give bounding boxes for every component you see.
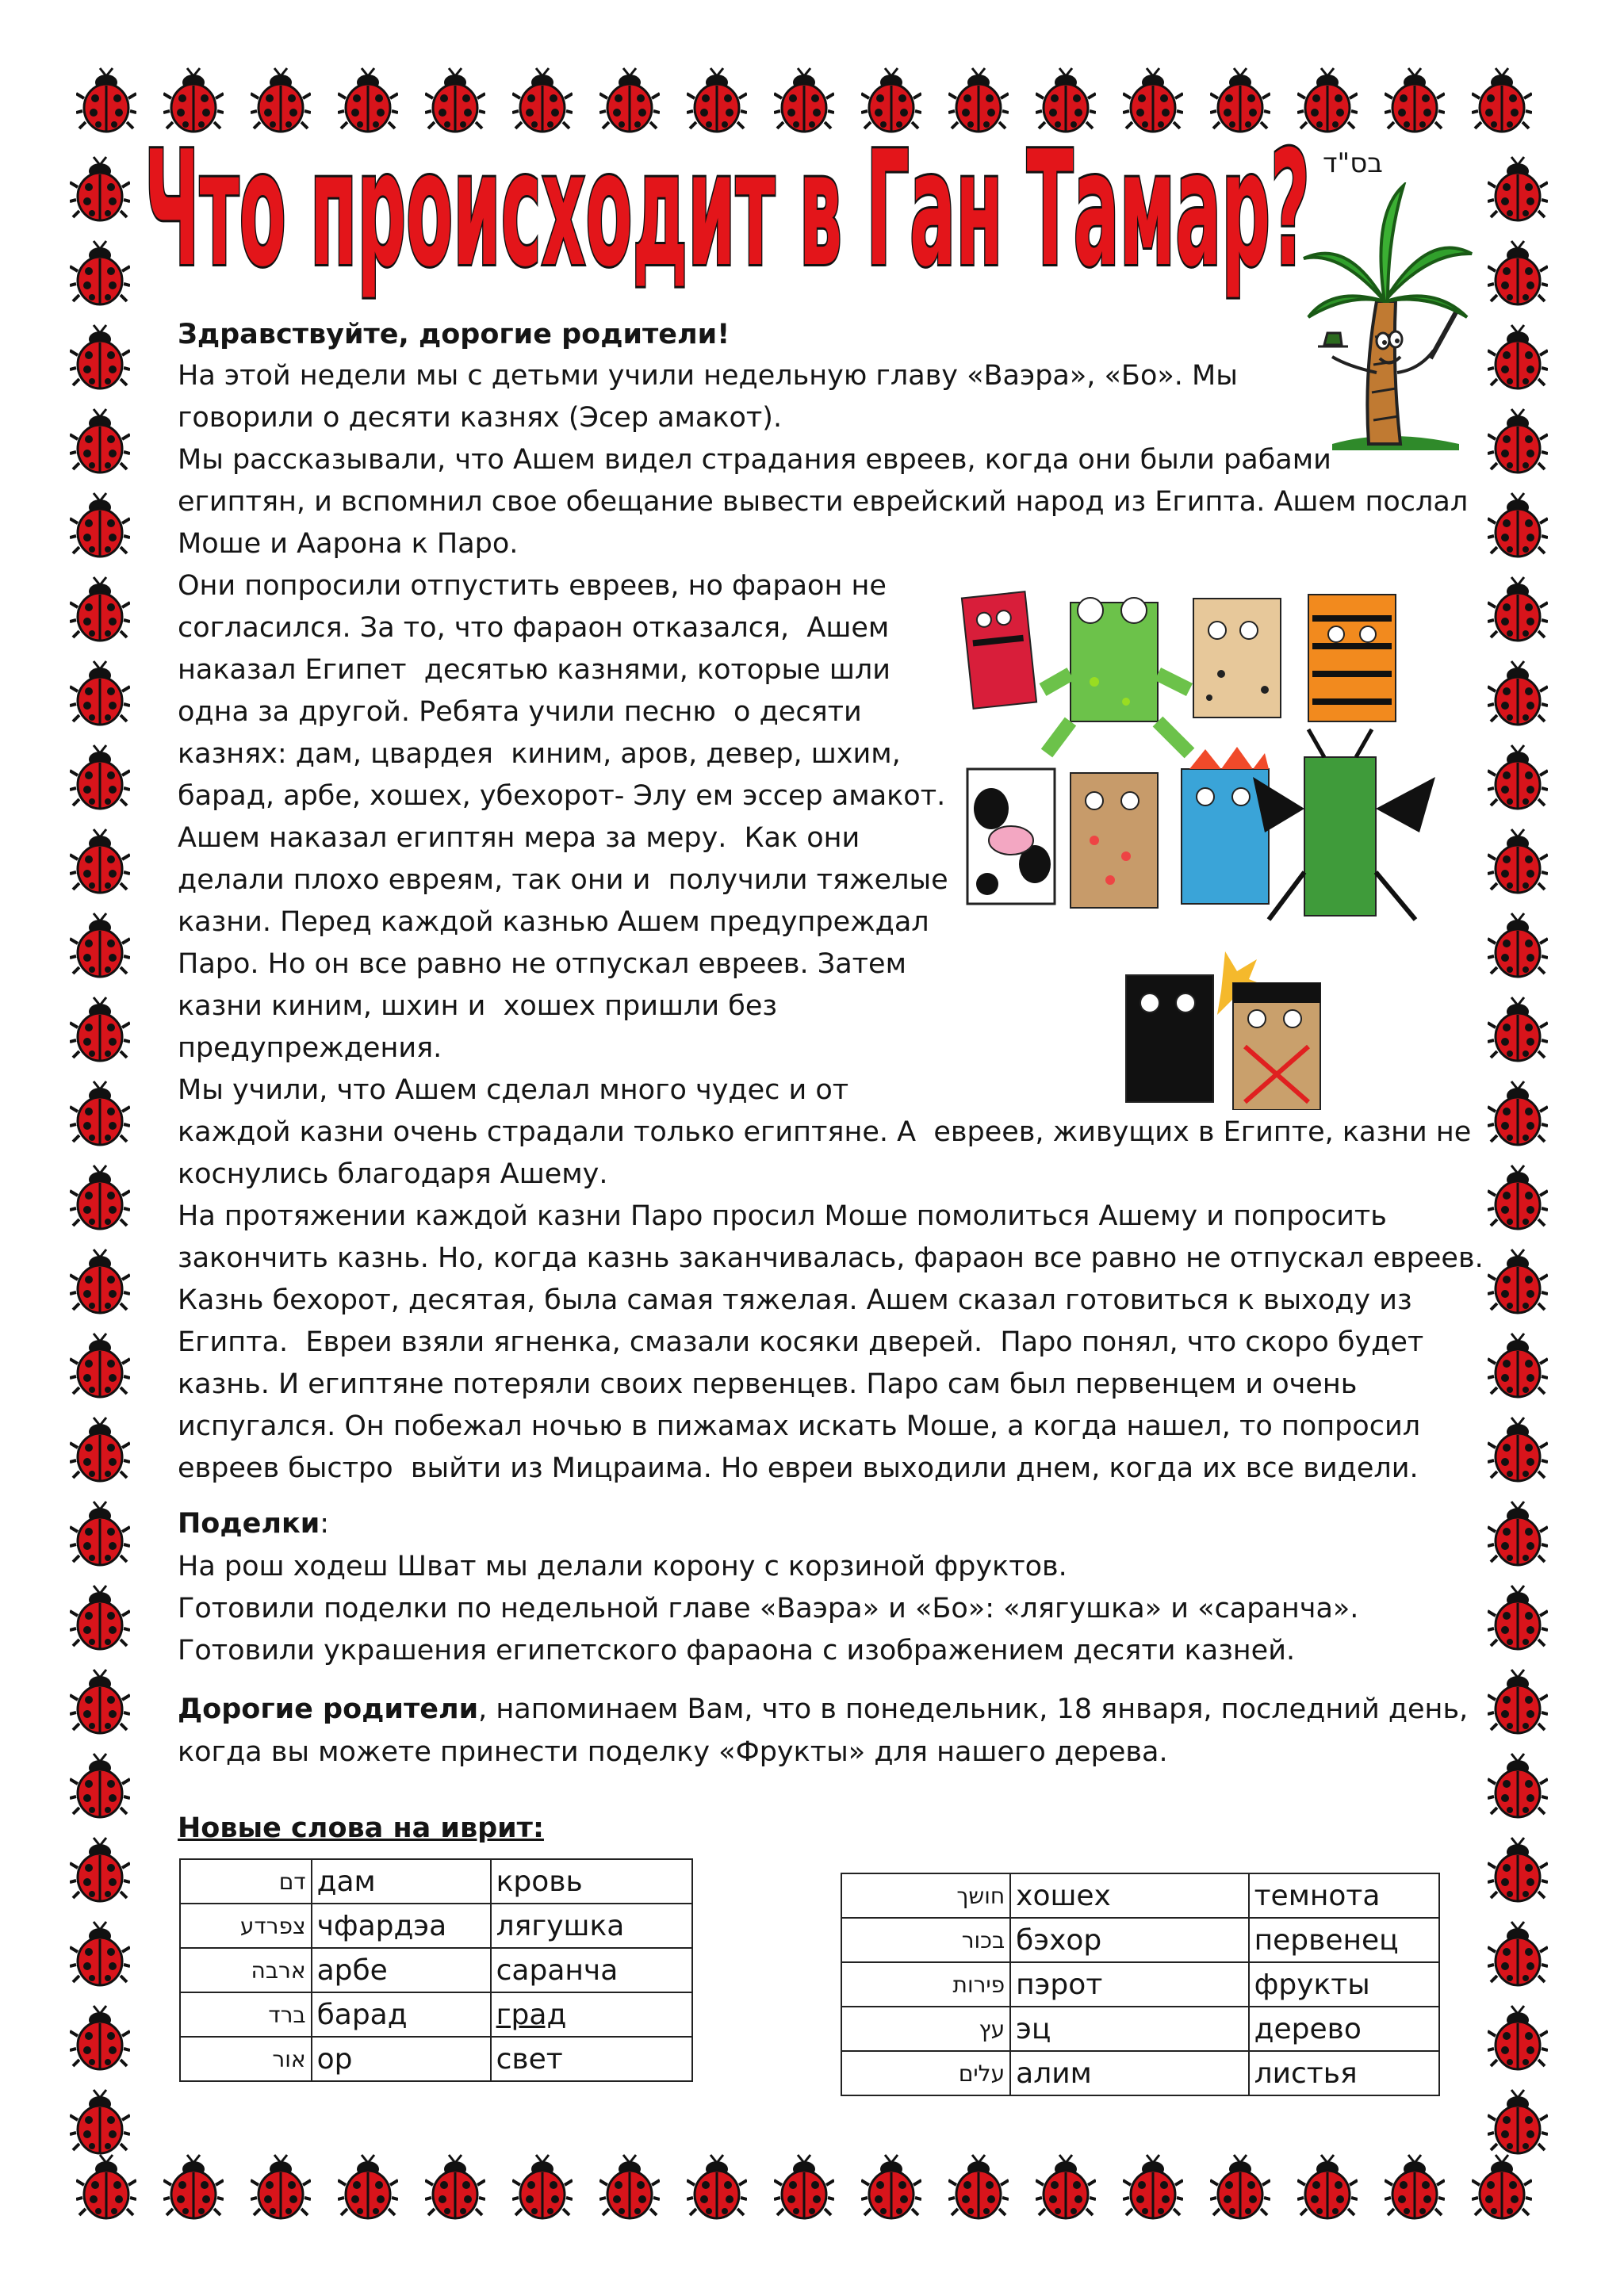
transliteration: эц — [1010, 2007, 1248, 2051]
hebrew-word: אור — [180, 2037, 312, 2081]
ladybug-icon — [70, 1668, 130, 1735]
translation: темнота — [1249, 1873, 1439, 1918]
ladybug-icon — [1488, 996, 1548, 1062]
letter-line: предупреждения. — [178, 1032, 442, 1064]
ladybug-icon — [1488, 2004, 1548, 2071]
page-title — [136, 94, 1318, 308]
letter-greeting: Здравствуйте, дорогие родители! — [178, 319, 730, 350]
hebrew-word: צפרדע — [180, 1904, 312, 1948]
ladybug-icon — [861, 2153, 921, 2220]
letter-line: делали плохо евреям, так они и получили тяжелые — [178, 864, 948, 896]
ladybug-icon — [1488, 1920, 1548, 1987]
letter-line: Паро. Но он все равно не отпускал евреев. Затем — [178, 948, 906, 980]
translation: град — [491, 1992, 692, 2037]
transliteration: ор — [312, 2037, 491, 2081]
letter-line: Ашем наказал египтян мера за меру. Как они — [178, 822, 860, 854]
crafts-heading: Поделки: — [178, 1508, 330, 1540]
notice-line-1: Дорогие родители, напоминаем Вам, что в понедельник, 18 января, последний день, — [178, 1693, 1469, 1725]
vocab-table-right — [841, 1873, 1440, 2096]
vocab-row — [180, 1948, 692, 1992]
ladybug-icon — [70, 1248, 130, 1314]
ladybug-icon — [338, 2153, 398, 2220]
ladybug-icon — [70, 744, 130, 810]
translation: первенец — [1249, 1918, 1439, 1962]
letter-line: Они попросили отпустить евреев, но фараон не — [178, 570, 887, 602]
ladybug-icon — [1488, 828, 1548, 894]
letter-line: согласился. За то, что фараон отказался, Ашем — [178, 612, 890, 644]
ladybug-icon — [70, 239, 130, 306]
bsd-mark: בס"ד — [1323, 147, 1383, 179]
letter-line: Казнь бехорот, десятая, была самая тяжелая. Ашем сказал готовиться к выходу из — [178, 1284, 1412, 1316]
letter-line: казни киним, шхин и хошех пришли без — [178, 990, 777, 1022]
letter-line: Мы рассказывали, что Ашем видел страдания евреев, когда они были рабами — [178, 444, 1331, 476]
ladybug-icon — [1123, 2153, 1183, 2220]
ladybug-icon — [1488, 1668, 1548, 1735]
ladybug-icon — [1488, 408, 1548, 474]
ladybug-icon — [163, 2153, 224, 2220]
hebrew-word: חושך — [841, 1873, 1010, 1918]
vocab-row — [841, 1918, 1439, 1962]
letter-line: На протяжении каждой казни Паро просил Моше помолиться Ашему и попросить — [178, 1200, 1387, 1232]
letter-line: Египта. Евреи взяли ягненка, смазали косяки дверей. Паро понял, что скоро будет — [178, 1326, 1424, 1358]
letter-line: барад, арбе, хошех, убехорот- Элу ем эссер амакот. — [178, 780, 946, 812]
translation: свет — [491, 2037, 692, 2081]
letter-line: евреев быстро выйти из Мицраима. Но евреи выходили днем, когда их все видели. — [178, 1452, 1419, 1484]
letter-line: Мы учили, что Ашем сделал много чудес и от — [178, 1074, 849, 1106]
ladybug-icon — [1036, 2153, 1096, 2220]
transliteration: бэхор — [1010, 1918, 1248, 1962]
letter-line: закончить казнь. Но, когда казнь заканчивалась, фараон все равно не отпускал евреев. — [178, 1242, 1484, 1274]
letter-line: египтян, и вспомнил свое обещание вывести еврейский народ из Египта. Ашем послал — [178, 486, 1469, 518]
transliteration: чфардэа — [312, 1904, 491, 1948]
ladybug-icon — [70, 1080, 130, 1146]
ladybug-icon — [1488, 1248, 1548, 1314]
transliteration: алим — [1010, 2051, 1248, 2095]
ladybug-icon — [1488, 1500, 1548, 1567]
ladybug-icon — [687, 2153, 747, 2220]
plague-puppets-image — [952, 571, 1475, 1110]
ladybug-icon — [70, 576, 130, 642]
vocab-heading: Новые слова на иврит: — [178, 1812, 544, 1844]
vocab-table-left — [179, 1858, 693, 2082]
ladybug-icon — [948, 2153, 1009, 2220]
ladybug-icon — [1488, 1752, 1548, 1819]
vocab-row — [180, 1992, 692, 2037]
ladybug-icon — [70, 828, 130, 894]
letter-line: испугался. Он побежал ночью в пижамах искать Моше, а когда нашел, то попросил — [178, 1410, 1421, 1442]
transliteration: хошех — [1010, 1873, 1248, 1918]
hebrew-word: עץ — [841, 2007, 1010, 2051]
ladybug-icon — [70, 1752, 130, 1819]
vocab-row — [180, 2037, 692, 2081]
translation: саранча — [491, 1948, 692, 1992]
ladybug-icon — [1488, 1332, 1548, 1399]
ladybug-icon — [1297, 2153, 1358, 2220]
crafts-line: На рош ходеш Шват мы делали корону с корзиной фруктов. — [178, 1551, 1067, 1582]
letter-line: Моше и Аарона к Паро. — [178, 528, 519, 560]
hebrew-word: ברד — [180, 1992, 312, 2037]
ladybug-icon — [774, 2153, 834, 2220]
hebrew-word: בכור — [841, 1918, 1010, 1962]
ladybug-icon — [1488, 239, 1548, 306]
transliteration: пэрот — [1010, 1962, 1248, 2007]
ladybug-border-left — [70, 0, 146, 2296]
palm-tree-icon — [1300, 182, 1475, 452]
ladybug-icon — [425, 2153, 485, 2220]
ladybug-icon — [251, 2153, 311, 2220]
ladybug-icon — [1210, 2153, 1270, 2220]
ladybug-icon — [1488, 492, 1548, 558]
ladybug-icon — [1488, 744, 1548, 810]
ladybug-icon — [70, 1416, 130, 1483]
ladybug-icon — [70, 912, 130, 978]
vocab-row — [841, 1962, 1439, 2007]
ladybug-icon — [1488, 912, 1548, 978]
vocab-row — [841, 2051, 1439, 2095]
letter-line: коснулись благодаря Ашему. — [178, 1158, 608, 1190]
ladybug-border-right — [1488, 0, 1564, 2296]
ladybug-icon — [70, 2088, 130, 2155]
translation: фрукты — [1249, 1962, 1439, 2007]
letter-line: одна за другой. Ребята учили песню о десяти — [178, 696, 862, 728]
ladybug-icon — [70, 996, 130, 1062]
letter-line: казни. Перед каждой казнью Ашем предупреждал — [178, 906, 929, 938]
letter-line: На этой недели мы с детьми учили недельную главу «Ваэра», «Бо». Мы — [178, 360, 1238, 392]
ladybug-icon — [1488, 1416, 1548, 1483]
ladybug-icon — [599, 2153, 660, 2220]
letter-line: каждой казни очень страдали только египтяне. А евреев, живущих в Египте, казни не — [178, 1116, 1472, 1148]
ladybug-icon — [1488, 576, 1548, 642]
ladybug-icon — [1385, 67, 1445, 133]
ladybug-icon — [70, 1332, 130, 1399]
ladybug-icon — [1488, 323, 1548, 390]
ladybug-icon — [1488, 1836, 1548, 1903]
hebrew-word: עלים — [841, 2051, 1010, 2095]
transliteration: дам — [312, 1859, 491, 1904]
letter-line: наказал Египет десятью казнями, которые шли — [178, 654, 891, 686]
letter-line: казнь. И египтяне потеряли своих первенцев. Паро сам был первенцем и очень — [178, 1368, 1358, 1400]
vocab-row — [841, 1873, 1439, 1918]
ladybug-icon — [70, 1164, 130, 1230]
translation: листья — [1249, 2051, 1439, 2095]
vocab-row — [180, 1904, 692, 1948]
ladybug-icon — [1488, 660, 1548, 726]
ladybug-icon — [70, 660, 130, 726]
ladybug-icon — [1488, 1164, 1548, 1230]
transliteration: барад — [312, 1992, 491, 2037]
ladybug-border-bottom — [0, 2153, 1624, 2229]
ladybug-icon — [70, 155, 130, 222]
vocab-row — [841, 2007, 1439, 2051]
ladybug-icon — [1385, 2153, 1445, 2220]
transliteration: арбе — [312, 1948, 491, 1992]
letter-line: говорили о десяти казнях (Эсер амакот). — [178, 402, 783, 434]
ladybug-icon — [1488, 1080, 1548, 1146]
page-title-text: Что происходит в Ган Тамар? — [144, 117, 1310, 302]
hebrew-word: פירות — [841, 1962, 1010, 2007]
translation: кровь — [491, 1859, 692, 1904]
ladybug-icon — [1488, 1584, 1548, 1651]
hebrew-word: ארבה — [180, 1948, 312, 1992]
ladybug-icon — [70, 408, 130, 474]
crafts-line: Готовили украшения египетского фараона с изображением десяти казней. — [178, 1635, 1296, 1667]
ladybug-icon — [512, 2153, 573, 2220]
ladybug-icon — [70, 1836, 130, 1903]
ladybug-icon — [70, 323, 130, 390]
ladybug-icon — [70, 1500, 130, 1567]
notice-line-2: когда вы можете принести поделку «Фрукты» для нашего дерева. — [178, 1736, 1168, 1768]
ladybug-icon — [1488, 2088, 1548, 2155]
translation: дерево — [1249, 2007, 1439, 2051]
translation: лягушка — [491, 1904, 692, 1948]
vocab-row — [180, 1859, 692, 1904]
crafts-line: Готовили поделки по недельной главе «Ваэра» и «Бо»: «лягушка» и «саранча». — [178, 1593, 1359, 1624]
ladybug-icon — [70, 1920, 130, 1987]
ladybug-icon — [70, 2004, 130, 2071]
hebrew-word: דם — [180, 1859, 312, 1904]
ladybug-icon — [70, 1584, 130, 1651]
ladybug-icon — [1488, 155, 1548, 222]
ladybug-icon — [70, 492, 130, 558]
letter-line: казнях: дам, цвардея киним, аров, девер, шхим, — [178, 738, 901, 770]
